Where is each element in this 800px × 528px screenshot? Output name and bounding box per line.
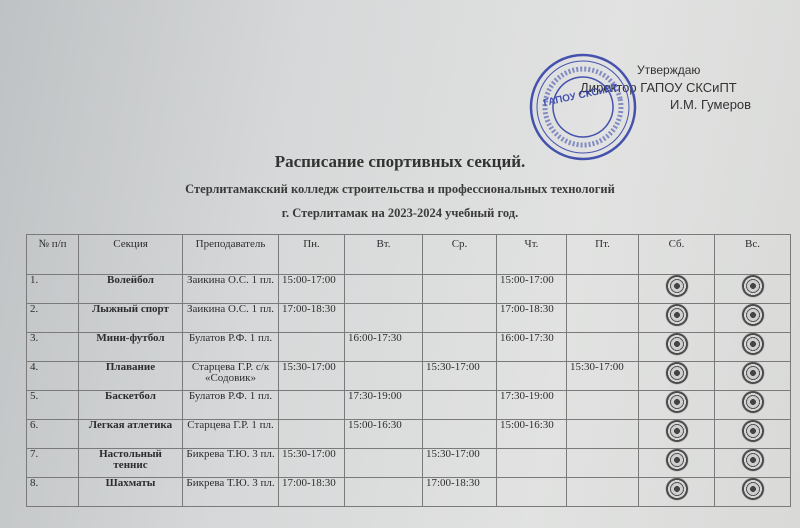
row-section: Плавание bbox=[79, 362, 183, 391]
row-time-tue bbox=[345, 275, 423, 304]
soccer-ball-icon bbox=[666, 333, 688, 355]
row-section: Легкая атлетика bbox=[79, 420, 183, 449]
table-row bbox=[27, 304, 791, 333]
row-sat-cell bbox=[639, 304, 715, 333]
row-sun-cell bbox=[715, 275, 791, 304]
row-teacher: Бикрева Т.Ю. 3 пл. bbox=[183, 449, 279, 478]
stamp-center-text: ГАПОУ СКСиПТ bbox=[542, 82, 619, 110]
row-sat-cell bbox=[639, 275, 715, 304]
soccer-ball-icon bbox=[742, 391, 764, 413]
soccer-ball-icon bbox=[666, 362, 688, 384]
row-time-mon bbox=[279, 391, 345, 420]
row-time-wed bbox=[423, 391, 497, 420]
row-section: Лыжный спорт bbox=[79, 304, 183, 333]
soccer-ball-icon bbox=[742, 304, 764, 326]
approval-line-2: Директор ГАПОУ СКСиПТ bbox=[580, 80, 737, 95]
row-time-wed bbox=[423, 420, 497, 449]
row-time-thu: 17:30-19:00 bbox=[497, 391, 567, 420]
row-teacher: Старцева Г.Р. 1 пл. bbox=[183, 420, 279, 449]
row-number: 1. bbox=[27, 275, 79, 304]
row-section: Баскетбол bbox=[79, 391, 183, 420]
row-number: 7. bbox=[27, 449, 79, 478]
row-time-tue bbox=[345, 362, 423, 391]
row-time-fri bbox=[567, 333, 639, 362]
soccer-ball-icon bbox=[666, 391, 688, 413]
table-row bbox=[27, 362, 791, 391]
page-subtitle: Стерлитамакский колледж строительства и профессиональных технологий bbox=[185, 182, 615, 196]
row-number: 4. bbox=[27, 362, 79, 391]
soccer-ball-icon bbox=[666, 449, 688, 471]
col-header-wed: Ср. bbox=[423, 235, 497, 275]
row-sat-cell bbox=[639, 391, 715, 420]
row-time-mon bbox=[279, 420, 345, 449]
col-header-thu: Чт. bbox=[497, 235, 567, 275]
row-teacher: Булатов Р.Ф. 1 пл. bbox=[183, 391, 279, 420]
row-time-tue bbox=[345, 478, 423, 507]
soccer-ball-icon bbox=[742, 420, 764, 442]
soccer-ball-icon bbox=[742, 449, 764, 471]
row-sat-cell bbox=[639, 362, 715, 391]
row-time-mon: 15:00-17:00 bbox=[279, 275, 345, 304]
col-header-teacher: Преподаватель bbox=[183, 235, 279, 275]
row-time-tue: 15:00-16:30 bbox=[345, 420, 423, 449]
page-title: Расписание спортивных секций. bbox=[274, 152, 526, 171]
row-time-fri bbox=[567, 449, 639, 478]
row-number: 3. bbox=[27, 333, 79, 362]
col-header-sat: Сб. bbox=[639, 235, 715, 275]
approval-line-1: Утверждаю bbox=[637, 63, 701, 77]
row-time-tue: 17:30-19:00 bbox=[345, 391, 423, 420]
row-time-fri bbox=[567, 391, 639, 420]
row-time-mon: 15:30-17:00 bbox=[279, 449, 345, 478]
row-sun-cell bbox=[715, 420, 791, 449]
row-time-tue: 16:00-17:30 bbox=[345, 333, 423, 362]
col-header-mon: Пн. bbox=[279, 235, 345, 275]
row-time-thu bbox=[497, 362, 567, 391]
row-sat-cell bbox=[639, 449, 715, 478]
row-teacher: Заикина О.С. 1 пл. bbox=[183, 304, 279, 333]
soccer-ball-icon bbox=[742, 478, 764, 500]
schedule-table bbox=[26, 234, 791, 507]
schedule-header-row bbox=[27, 235, 791, 275]
col-header-num: № п/п bbox=[27, 235, 79, 275]
row-teacher: Булатов Р.Ф. 1 пл. bbox=[183, 333, 279, 362]
soccer-ball-icon bbox=[666, 304, 688, 326]
row-teacher: Старцева Г.Р. с/к «Содовик» bbox=[183, 362, 279, 391]
row-time-wed bbox=[423, 275, 497, 304]
row-time-wed bbox=[423, 333, 497, 362]
table-row bbox=[27, 275, 791, 304]
row-time-wed: 15:30-17:00 bbox=[423, 362, 497, 391]
row-time-tue bbox=[345, 304, 423, 333]
col-header-section: Секция bbox=[79, 235, 183, 275]
col-header-fri: Пт. bbox=[567, 235, 639, 275]
row-time-mon: 17:00-18:30 bbox=[279, 478, 345, 507]
row-time-mon: 17:00-18:30 bbox=[279, 304, 345, 333]
row-section: Мини-футбол bbox=[79, 333, 183, 362]
page-subtitle-year: г. Стерлитамак на 2023-2024 учебный год. bbox=[281, 206, 519, 220]
table-row bbox=[27, 420, 791, 449]
row-number: 6. bbox=[27, 420, 79, 449]
row-sun-cell bbox=[715, 478, 791, 507]
row-section: Настольный теннис bbox=[79, 449, 183, 478]
row-time-wed bbox=[423, 304, 497, 333]
col-header-sun: Вс. bbox=[715, 235, 791, 275]
row-sun-cell bbox=[715, 304, 791, 333]
soccer-ball-icon bbox=[742, 275, 764, 297]
row-time-fri bbox=[567, 275, 639, 304]
row-time-thu bbox=[497, 449, 567, 478]
row-number: 8. bbox=[27, 478, 79, 507]
table-row bbox=[27, 478, 791, 507]
table-row bbox=[27, 449, 791, 478]
table-row bbox=[27, 391, 791, 420]
row-sun-cell bbox=[715, 333, 791, 362]
soccer-ball-icon bbox=[742, 362, 764, 384]
row-time-mon: 15:30-17:00 bbox=[279, 362, 345, 391]
row-time-thu: 16:00-17:30 bbox=[497, 333, 567, 362]
soccer-ball-icon bbox=[666, 420, 688, 442]
row-sun-cell bbox=[715, 362, 791, 391]
row-sat-cell bbox=[639, 333, 715, 362]
approval-line-3: И.М. Гумеров bbox=[670, 97, 752, 112]
row-time-thu: 15:00-16:30 bbox=[497, 420, 567, 449]
row-section: Волейбол bbox=[79, 275, 183, 304]
row-number: 2. bbox=[27, 304, 79, 333]
row-number: 5. bbox=[27, 391, 79, 420]
row-time-wed: 15:30-17:00 bbox=[423, 449, 497, 478]
row-time-thu: 15:00-17:00 bbox=[497, 275, 567, 304]
soccer-ball-icon bbox=[742, 333, 764, 355]
soccer-ball-icon bbox=[666, 275, 688, 297]
row-sun-cell bbox=[715, 391, 791, 420]
col-header-tue: Вт. bbox=[345, 235, 423, 275]
row-time-fri bbox=[567, 304, 639, 333]
row-time-fri bbox=[567, 420, 639, 449]
row-time-wed: 17:00-18:30 bbox=[423, 478, 497, 507]
row-time-mon bbox=[279, 333, 345, 362]
row-section: Шахматы bbox=[79, 478, 183, 507]
row-time-fri bbox=[567, 478, 639, 507]
row-teacher: Заикина О.С. 1 пл. bbox=[183, 275, 279, 304]
row-sat-cell bbox=[639, 478, 715, 507]
row-time-fri: 15:30-17:00 bbox=[567, 362, 639, 391]
row-teacher: Бикрева Т.Ю. 3 пл. bbox=[183, 478, 279, 507]
row-sun-cell bbox=[715, 449, 791, 478]
row-time-thu: 17:00-18:30 bbox=[497, 304, 567, 333]
table-row bbox=[27, 333, 791, 362]
row-time-tue bbox=[345, 449, 423, 478]
row-time-thu bbox=[497, 478, 567, 507]
row-sat-cell bbox=[639, 420, 715, 449]
soccer-ball-icon bbox=[666, 478, 688, 500]
